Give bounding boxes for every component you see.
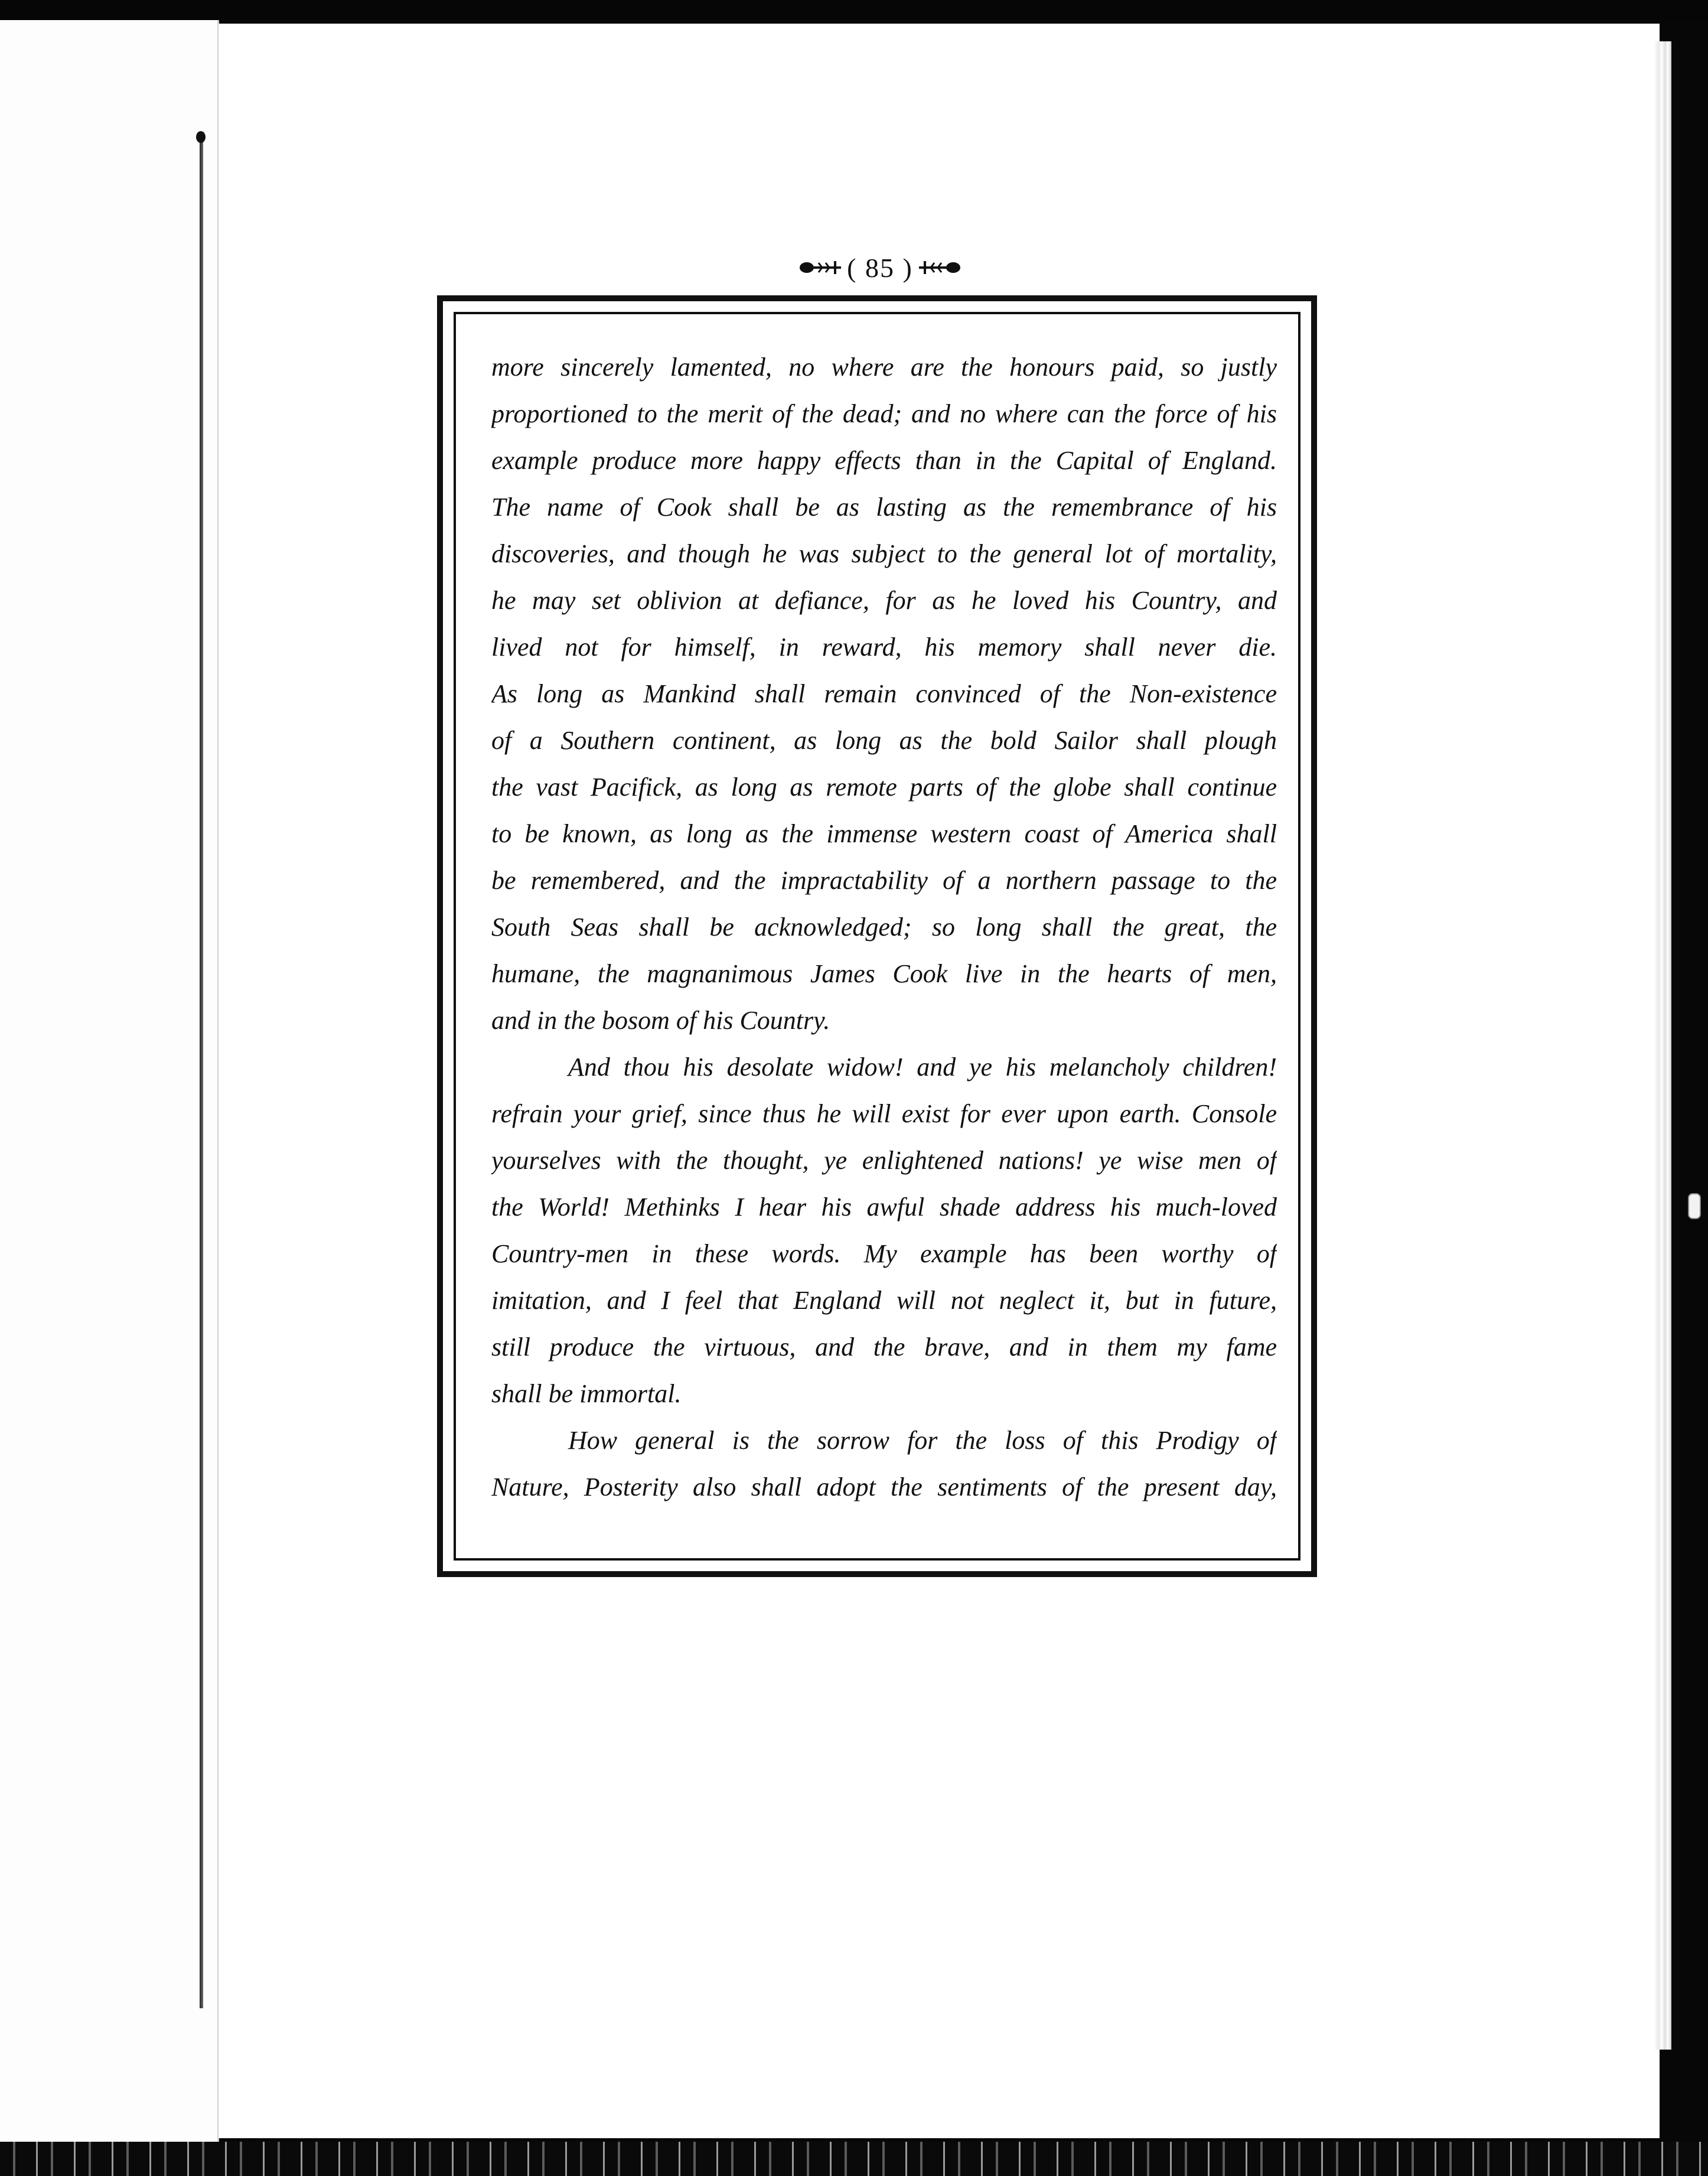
text-line: refrain your grief, since thus he will exist for ever upon earth. Console — [491, 1099, 1277, 1128]
text-line: The name of Cook shall be as lasting as the remembrance of his — [491, 493, 1277, 522]
body-text — [491, 344, 1277, 1510]
text-line: more sincerely lamented, no where are the honours paid, so justly — [491, 353, 1277, 382]
running-head — [785, 247, 974, 288]
text-line: imitation, and I feel that England will not neglect it, but in future, — [491, 1286, 1277, 1315]
text-line: of a Southern continent, as long as the bold Sailor shall plough — [491, 726, 1277, 755]
scan-top-border — [0, 0, 1708, 20]
text-line: How general is the sorrow for the loss of this Prodigy of — [568, 1426, 1277, 1455]
paragraph-1 — [491, 344, 1277, 1044]
right-fleuron-ornament-icon — [918, 258, 961, 278]
text-line: Nature, Posterity also shall adopt the sentiments of the present day, — [491, 1473, 1277, 1501]
text-line: As long as Mankind shall remain convinced of the Non-existence — [491, 679, 1277, 708]
text-line: shall be immortal. — [491, 1379, 682, 1408]
text-line: be remembered, and the impractability of a northern passage to the — [491, 866, 1277, 895]
text-line: Country-men in these words. My example has been worthy of — [491, 1239, 1277, 1268]
book-gutter — [200, 142, 203, 2008]
page-number: ( 85 ) — [847, 252, 913, 283]
text-line: discoveries, and though he was subject to the general lot of mortality, — [491, 539, 1277, 568]
edge-tab-mark — [1688, 1193, 1701, 1219]
text-line: the vast Pacifick, as long as remote parts of the globe shall continue — [491, 773, 1277, 802]
text-line: example produce more happy effects than in the Capital of England. — [491, 446, 1277, 475]
facing-page-edge — [0, 20, 219, 2142]
text-line: the World! Methinks I hear his awful shade address his much-loved — [491, 1193, 1277, 1221]
text-line: to be known, as long as the immense western coast of America shall — [491, 819, 1277, 848]
text-line: And thou his desolate widow! and ye his melancholy children! — [568, 1053, 1277, 1082]
text-line: proportioned to the merit of the dead; and no where can the force of his — [491, 399, 1277, 428]
gutter-mark — [196, 131, 206, 143]
text-line: humane, the magnanimous James Cook live in the hearts of men, — [491, 959, 1277, 988]
paragraph-2 — [491, 1044, 1277, 1417]
paragraph-3 — [491, 1417, 1277, 1510]
text-line: still produce the virtuous, and the brave, and in them my fame — [491, 1333, 1277, 1361]
text-line: South Seas shall be acknowledged; so long shall the great, the — [491, 913, 1277, 942]
left-fleuron-ornament-icon — [798, 258, 842, 278]
text-line: he may set oblivion at defiance, for as he loved his Country, and — [491, 586, 1277, 615]
page-stack-edge — [1654, 41, 1671, 2050]
text-line: lived not for himself, in reward, his memory shall never die. — [491, 633, 1277, 662]
text-line: and in the bosom of his Country. — [491, 1006, 830, 1035]
text-line: yourselves with the thought, ye enlightened nations! ye wise men of — [491, 1146, 1277, 1175]
scan-bottom-border — [0, 2142, 1708, 2176]
